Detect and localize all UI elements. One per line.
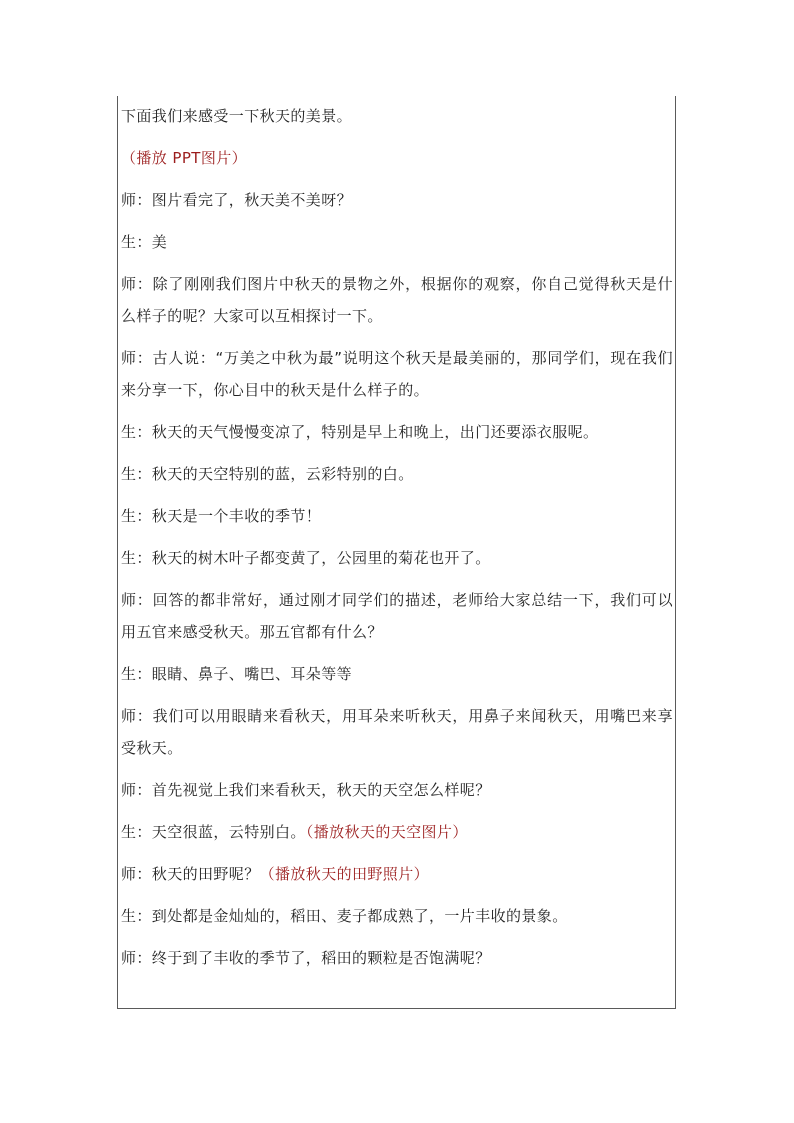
paragraph [121, 658, 673, 690]
paragraph [121, 268, 673, 332]
paragraph-text: 生：天空很蓝，云特别白。 [121, 823, 306, 841]
paragraph-text: 下面我们来感受一下秋天的美景。 [121, 107, 353, 125]
paragraph-text: 生：秋天的天空特别的蓝，云彩特别的白。 [121, 465, 414, 483]
stage-direction: （播放秋天的田野照片） [259, 865, 430, 883]
paragraph [121, 142, 673, 174]
paragraph [121, 816, 673, 848]
stage-direction: （播放秋天的天空图片） [305, 823, 468, 841]
paragraph [121, 184, 673, 216]
paragraph-text: 生：秋天是一个丰收的季节！ [121, 507, 322, 525]
paragraph [121, 416, 673, 448]
paragraph-text: 生：到处都是金灿灿的，稻田、麦子都成熟了，一片丰收的景象。 [121, 907, 568, 925]
paragraph-text: 师：首先视觉上我们来看秋天，秋天的天空怎么样呢？ [121, 781, 491, 799]
paragraph [121, 500, 673, 532]
paragraph-text: 师：图片看完了，秋天美不美呀？ [121, 191, 353, 209]
paragraph-text: 师：除了刚刚我们图片中秋天的景物之外，根据你的观察，你自己觉得秋天是什么样子的呢？大家可以互相探讨一下。 [121, 275, 673, 325]
paragraph-text: 师：秋天的田野呢？ [121, 865, 260, 883]
paragraph [121, 100, 673, 132]
paragraph-text: 师：我们可以用眼睛来看秋天，用耳朵来听秋天，用鼻子来闻秋天，用嘴巴来享受秋天。 [121, 707, 673, 757]
paragraph [121, 700, 673, 764]
paragraph [121, 542, 673, 574]
paragraph [121, 774, 673, 806]
paragraph-text: 师：古人说：“万美之中秋为最”说明这个秋天是最美丽的，那同学们，现在我们来分享一下，你心目中的秋天是什么样子的。 [121, 349, 673, 399]
paragraph [121, 226, 673, 258]
lesson-dialogue [121, 100, 673, 984]
paragraph [121, 942, 673, 974]
paragraph-text: 生：美 [121, 233, 168, 251]
paragraph [121, 900, 673, 932]
paragraph-text: 师：终于到了丰收的季节了，稻田的颗粒是否饱满呢？ [121, 949, 491, 967]
paragraph-text: 师：回答的都非常好，通过刚才同学们的描述，老师给大家总结一下，我们可以用五官来感受秋天。那五官都有什么？ [121, 591, 673, 641]
paragraph [121, 342, 673, 406]
paragraph-text: 生：秋天的天气慢慢变凉了，特别是早上和晚上，出门还要添衣服呢。 [121, 423, 599, 441]
stage-direction: （播放 PPT图片） [121, 149, 248, 167]
paragraph [121, 584, 673, 648]
paragraph [121, 858, 673, 890]
paragraph-text: 生：眼睛、鼻子、嘴巴、耳朵等等 [121, 665, 353, 683]
paragraph [121, 458, 673, 490]
paragraph-text: 生：秋天的树木叶子都变黄了，公园里的菊花也开了。 [121, 549, 491, 567]
